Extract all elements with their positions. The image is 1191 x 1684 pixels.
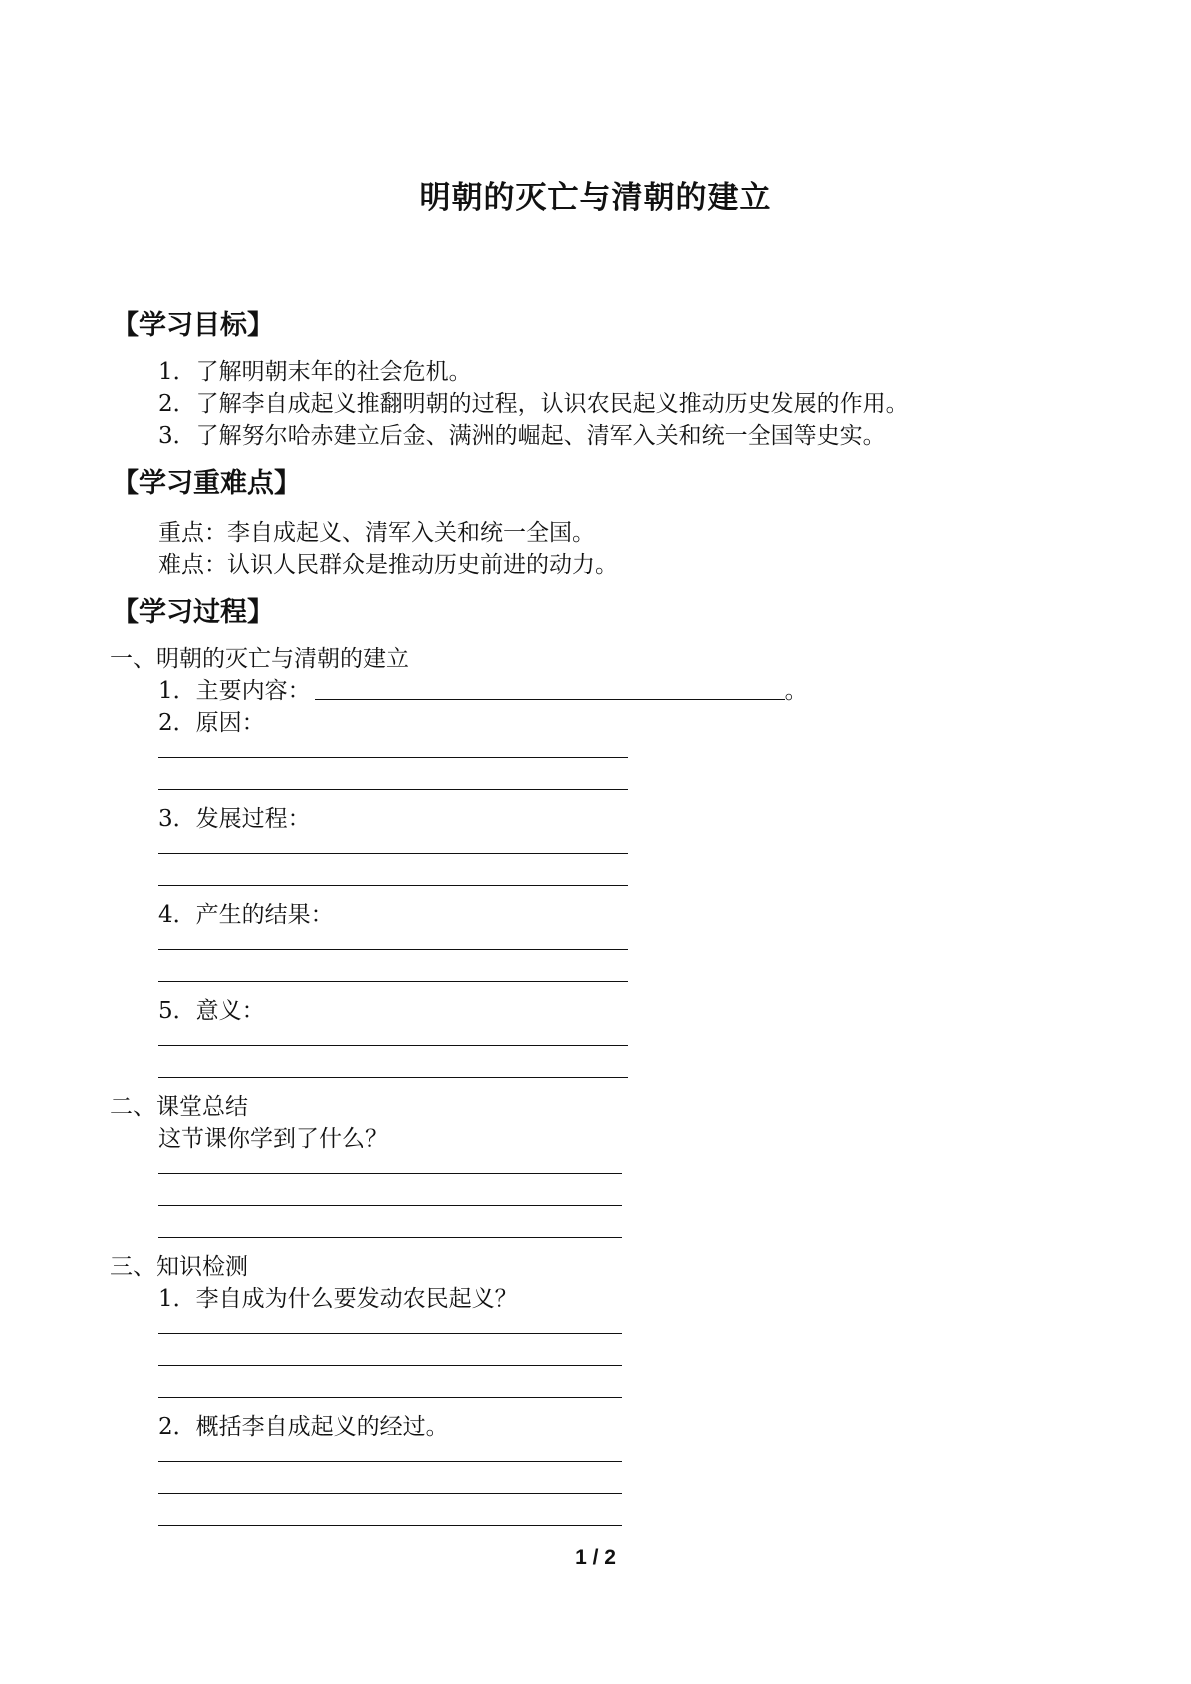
quiz-question-1: 1．李自成为什么要发动农民起义？ xyxy=(158,1286,518,1312)
part1-title: 一、明朝的灭亡与清朝的建立 xyxy=(110,646,409,672)
cause-blank-2[interactable] xyxy=(158,789,628,790)
page-number: 1 / 2 xyxy=(575,1546,616,1569)
quiz-question-2: 2．概括李自成起义的经过。 xyxy=(158,1414,449,1440)
key-points-heading: 【学习重难点】 xyxy=(112,468,301,499)
quiz2-blank-1[interactable] xyxy=(158,1461,622,1462)
summary-blank-2[interactable] xyxy=(158,1205,622,1206)
quiz2-blank-3[interactable] xyxy=(158,1525,622,1526)
result-blank-1[interactable] xyxy=(158,949,628,950)
quiz1-blank-3[interactable] xyxy=(158,1397,622,1398)
objective-item-1: 1．了解明朝末年的社会危机。 xyxy=(158,359,472,385)
significance-label: 5．意义： xyxy=(158,998,265,1024)
quiz1-blank-1[interactable] xyxy=(158,1333,622,1334)
difficult-point: 难点：认识人民群众是推动历史前进的动力。 xyxy=(158,552,618,578)
part2-title: 二、课堂总结 xyxy=(110,1094,248,1120)
result-label: 4．产生的结果： xyxy=(158,902,334,928)
development-blank-1[interactable] xyxy=(158,853,628,854)
page-title: 明朝的灭亡与清朝的建立 xyxy=(419,180,772,216)
summary-blank-3[interactable] xyxy=(158,1237,622,1238)
summary-blank-1[interactable] xyxy=(158,1173,622,1174)
quiz2-blank-2[interactable] xyxy=(158,1493,622,1494)
development-blank-2[interactable] xyxy=(158,885,628,886)
quiz1-blank-2[interactable] xyxy=(158,1365,622,1366)
main-content-blank[interactable] xyxy=(315,679,785,700)
development-label: 3．发展过程： xyxy=(158,806,311,832)
significance-blank-1[interactable] xyxy=(158,1045,628,1046)
part3-title: 三、知识检测 xyxy=(110,1254,248,1280)
process-heading: 【学习过程】 xyxy=(112,597,274,628)
cause-blank-1[interactable] xyxy=(158,757,628,758)
objective-item-3: 3．了解努尔哈赤建立后金、满洲的崛起、清军入关和统一全国等史实。 xyxy=(158,423,886,449)
main-content-label: 1．主要内容： xyxy=(158,678,311,704)
objective-item-2: 2．了解李自成起义推翻明朝的过程，认识农民起义推动历史发展的作用。 xyxy=(158,391,909,417)
objectives-heading: 【学习目标】 xyxy=(112,310,274,341)
main-content-end: 。 xyxy=(784,678,808,704)
significance-blank-2[interactable] xyxy=(158,1077,628,1078)
result-blank-2[interactable] xyxy=(158,981,628,982)
main-content-line xyxy=(158,672,808,705)
key-point: 重点：李自成起义、清军入关和统一全国。 xyxy=(158,520,595,546)
summary-question: 这节课你学到了什么？ xyxy=(158,1126,388,1152)
cause-label: 2．原因： xyxy=(158,710,265,736)
